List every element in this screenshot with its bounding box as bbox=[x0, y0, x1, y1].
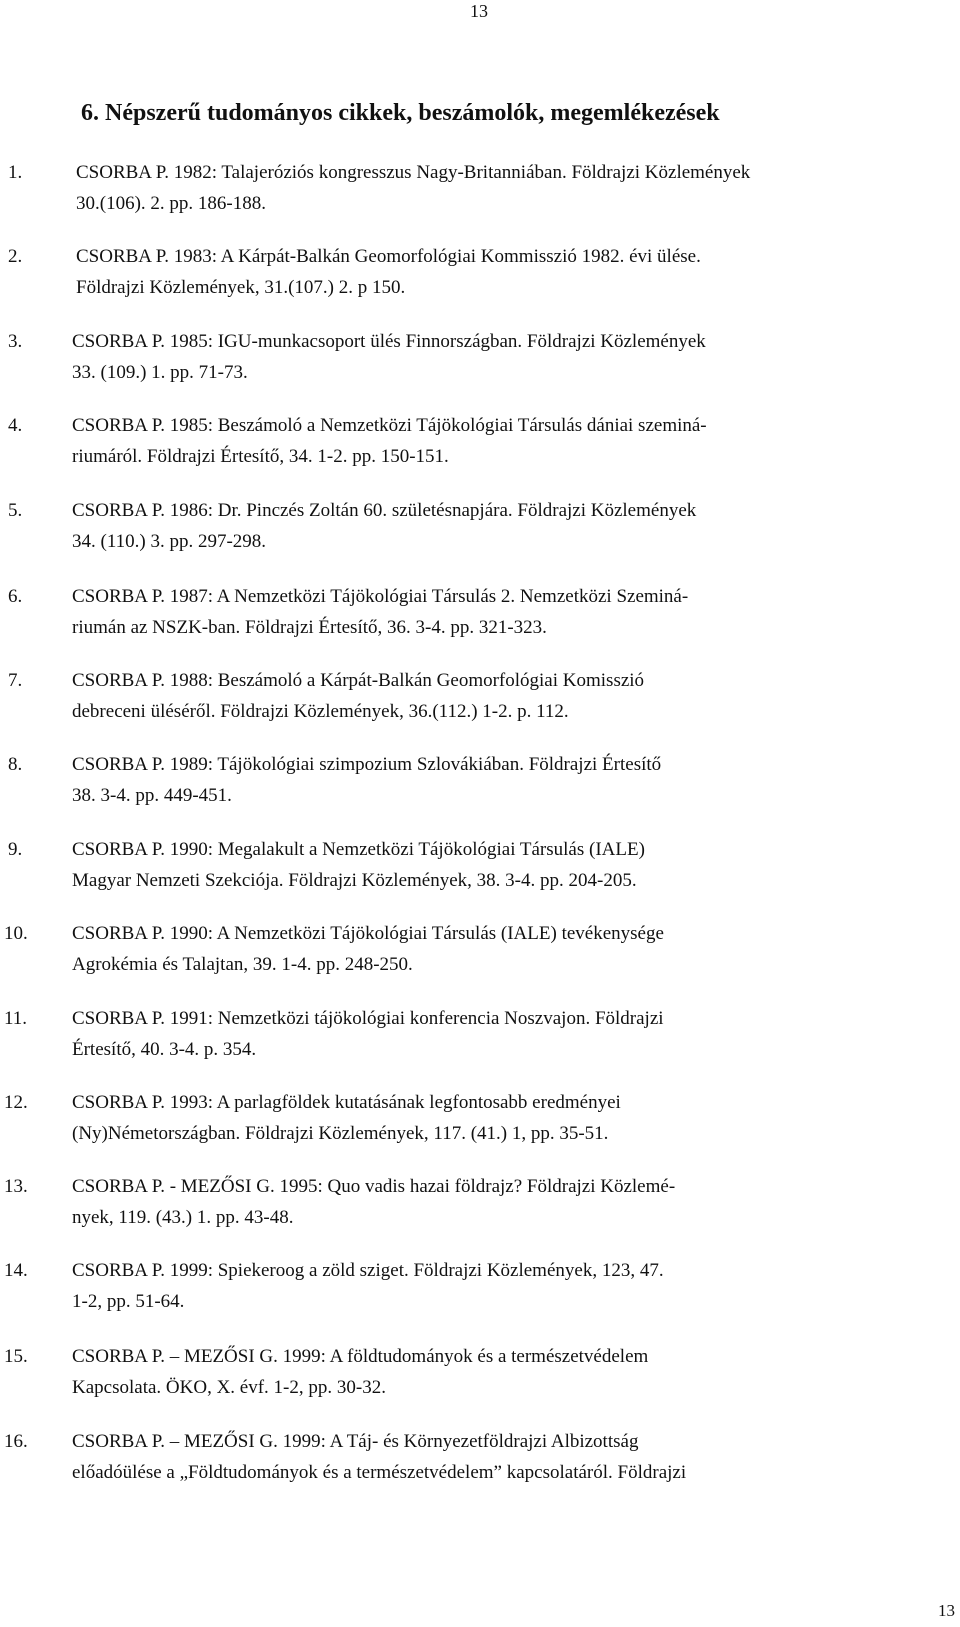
reference-number: 16. bbox=[4, 1431, 28, 1452]
reference-number: 8. bbox=[8, 754, 23, 775]
reference-text-line: 34. (110.) 3. pp. 297-298. bbox=[72, 531, 267, 552]
reference-text-line: CSORBA P. 1993: A parlagföldek kutatásának legfontosabb eredményei bbox=[72, 1092, 621, 1113]
reference-number: 5. bbox=[8, 500, 23, 521]
reference-text-line: CSORBA P. - MEZŐSI G. 1995: Quo vadis hazai földrajz? Földrajzi Közlemé- bbox=[72, 1176, 676, 1197]
reference-text-line: Értesítő, 40. 3-4. p. 354. bbox=[72, 1039, 257, 1060]
reference-text-line: CSORBA P. 1987: A Nemzetközi Tájökológiai Társulás 2. Nemzetközi Szeminá- bbox=[72, 586, 689, 607]
reference-text-line: 30.(106). 2. pp. 186-188. bbox=[76, 193, 266, 214]
reference-number: 15. bbox=[4, 1346, 28, 1367]
reference-text-line: Földrajzi Közlemények, 31.(107.) 2. p 150. bbox=[76, 277, 406, 298]
reference-text-line: CSORBA P. 1999: Spiekeroog a zöld sziget. Földrajzi Közlemények, 123, 47. bbox=[72, 1260, 664, 1281]
page-number-top: 13 bbox=[470, 1, 488, 21]
reference-text-line: CSORBA P. 1986: Dr. Pinczés Zoltán 60. születésnapjára. Földrajzi Közlemények bbox=[72, 500, 697, 521]
reference-text-line: CSORBA P. 1991: Nemzetközi tájökológiai konferencia Noszvajon. Földrajzi bbox=[72, 1008, 664, 1029]
reference-text-line: nyek, 119. (43.) 1. pp. 43-48. bbox=[72, 1207, 294, 1228]
reference-text-line: 33. (109.) 1. pp. 71-73. bbox=[72, 362, 248, 383]
reference-number: 10. bbox=[4, 923, 28, 944]
reference-number: 3. bbox=[8, 331, 23, 352]
reference-number: 12. bbox=[4, 1092, 28, 1113]
reference-text-line: 1-2, pp. 51-64. bbox=[72, 1291, 185, 1312]
reference-text-line: (Ny)Németországban. Földrajzi Közlemények, 117. (41.) 1, pp. 35-51. bbox=[72, 1123, 609, 1144]
reference-text-line: CSORBA P. 1988: Beszámoló a Kárpát-Balkán Geomorfológiai Komisszió bbox=[72, 670, 645, 691]
reference-text-line: CSORBA P. 1985: IGU-munkacsoport ülés Finnországban. Földrajzi Közlemények bbox=[72, 331, 706, 352]
reference-text-line: Agrokémia és Talajtan, 39. 1-4. pp. 248-250. bbox=[72, 954, 413, 975]
reference-text-line: CSORBA P. 1990: Megalakult a Nemzetközi Tájökológiai Társulás (IALE) bbox=[72, 839, 645, 860]
reference-number: 4. bbox=[8, 415, 23, 436]
reference-text-line: Magyar Nemzeti Szekciója. Földrajzi Közlemények, 38. 3-4. pp. 204-205. bbox=[72, 870, 637, 891]
reference-text-line: CSORBA P. 1985: Beszámoló a Nemzetközi Tájökológiai Társulás dániai szeminá- bbox=[72, 415, 707, 436]
reference-text-line: előadóülése a „Földtudományok és a természetvédelem” kapcsolatáról. Földrajzi bbox=[72, 1462, 687, 1483]
section-title: 6. Népszerű tudományos cikkek, beszámolók, megemlékezések bbox=[81, 100, 720, 126]
reference-text-line: 38. 3-4. pp. 449-451. bbox=[72, 785, 232, 806]
reference-number: 6. bbox=[8, 586, 23, 607]
reference-number: 11. bbox=[4, 1008, 28, 1029]
reference-text-line: Kapcsolata. ÖKO, X. évf. 1-2, pp. 30-32. bbox=[72, 1377, 386, 1398]
reference-number: 14. bbox=[4, 1260, 28, 1281]
reference-number: 1. bbox=[8, 162, 23, 183]
reference-text-line: CSORBA P. 1983: A Kárpát-Balkán Geomorfológiai Kommisszió 1982. évi ülése. bbox=[76, 246, 701, 267]
reference-text-line: debreceni üléséről. Földrajzi Közlemények, 36.(112.) 1-2. p. 112. bbox=[72, 701, 569, 722]
reference-text-line: CSORBA P. – MEZŐSI G. 1999: A földtudományok és a természetvédelem bbox=[72, 1346, 649, 1367]
reference-number: 13. bbox=[4, 1176, 28, 1197]
page-number-bottom: 13 bbox=[938, 1601, 955, 1620]
reference-number: 2. bbox=[8, 246, 23, 267]
reference-text-line: riumán az NSZK-ban. Földrajzi Értesítő, 36. 3-4. pp. 321-323. bbox=[72, 617, 547, 638]
reference-text-line: CSORBA P. – MEZŐSI G. 1999: A Táj- és Környezetföldrajzi Albizottság bbox=[72, 1431, 639, 1452]
reference-number: 9. bbox=[8, 839, 23, 860]
reference-text-line: CSORBA P. 1982: Talajeróziós kongresszus Nagy-Britanniában. Földrajzi Közlemények bbox=[76, 162, 751, 183]
reference-number: 7. bbox=[8, 670, 23, 691]
reference-text-line: riumáról. Földrajzi Értesítő, 34. 1-2. pp. 150-151. bbox=[72, 446, 449, 467]
reference-text-line: CSORBA P. 1989: Tájökológiai szimpozium Szlovákiában. Földrajzi Értesítő bbox=[72, 754, 662, 775]
reference-text-line: CSORBA P. 1990: A Nemzetközi Tájökológiai Társulás (IALE) tevékenysége bbox=[72, 923, 664, 944]
